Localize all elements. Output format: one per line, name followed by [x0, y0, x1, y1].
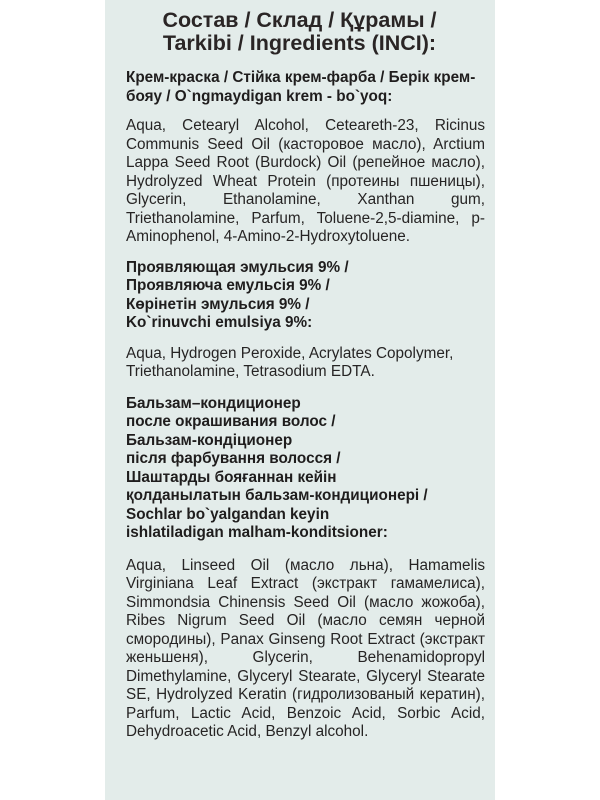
- heading-line: Проявляюча емульсія 9% /: [126, 277, 330, 294]
- section-heading-conditioner: [126, 395, 485, 543]
- title-line-2: Tarkibi / Ingredients (INCI):: [162, 31, 437, 55]
- section-heading-developer: [126, 259, 485, 333]
- section-text-developer: Aqua, Hydrogen Peroxide, Acrylates Copolymer, Triethanolamine, Tetrasodium EDTA.: [126, 344, 454, 380]
- cut-off-next-heading: [126, 754, 485, 772]
- heading-line: Проявляющая эмульсия 9% /: [126, 258, 349, 276]
- heading-line: після фарбування волосся /: [126, 450, 341, 467]
- heading-line: Ko`rinuvchi emulsiya 9%:: [126, 314, 313, 331]
- heading-line: ishlatiladigan malham-konditsioner:: [126, 524, 388, 541]
- heading-line: Көрінетін эмульсия 9% /: [126, 295, 310, 313]
- section-text-cream-color: Aqua, Cetearyl Alcohol, Ceteareth-23, Ricinus Communis Seed Oil (касторовое масло), Arctium Lappa Seed Root (Burdock) Oil (репейное масло), Hydrolyzed Wheat Protein (протеины пшеницы), Glycerin, Ethanolamine, Xanthan gum, Triethanolamine, Parfum, Toluene-2,5-diamine, p-Aminophenol, 4-Amino-2-Hydroxytoluene.: [126, 117, 485, 245]
- heading-line: Шаштарды бояғаннан кейін: [126, 468, 337, 486]
- heading-line: после окрашивания волос /: [126, 413, 336, 430]
- heading-line: Бальзам-кондіционер: [126, 431, 293, 449]
- section-text-conditioner: Aqua, Linseed Oil (масло льна), Hamamelis Virginiana Leaf Extract (экстракт гамамелиса), Simmondsia Chinensis Seed Oil (масло жожоба), Ribes Nigrum Seed Oil (масло семян черной смородины), Panax Ginseng Root Extract (экстракт женьшеня), Glycerin, Behenamidopropyl Dimethylamine, Glyceryl Stearate, Glyceryl Stearate SE, Hydrolyzed Keratin (гидролизованый кератин), Parfum, Lactic Acid, Benzoic Acid, Sorbic Acid, Dehydroacetic Acid, Benzyl alcohol.: [126, 556, 485, 740]
- heading-line: қолданылатын бальзам-кондиционері /: [126, 487, 428, 504]
- title-line-1: Состав / Склад / Құрамы /: [162, 8, 437, 32]
- section-heading-cream-color: Крем-краска / Стійка крем-фарба / Берік крем-бояу / O`ngmaydigan krem - bo`yoq:: [126, 69, 476, 105]
- ingredients-title: [126, 0, 485, 55]
- ingredients-label-panel: [105, 0, 495, 800]
- heading-line: Sochlar bo`yalgandan keyin: [126, 505, 330, 523]
- heading-line: Бальзам–кондиционер: [126, 394, 301, 412]
